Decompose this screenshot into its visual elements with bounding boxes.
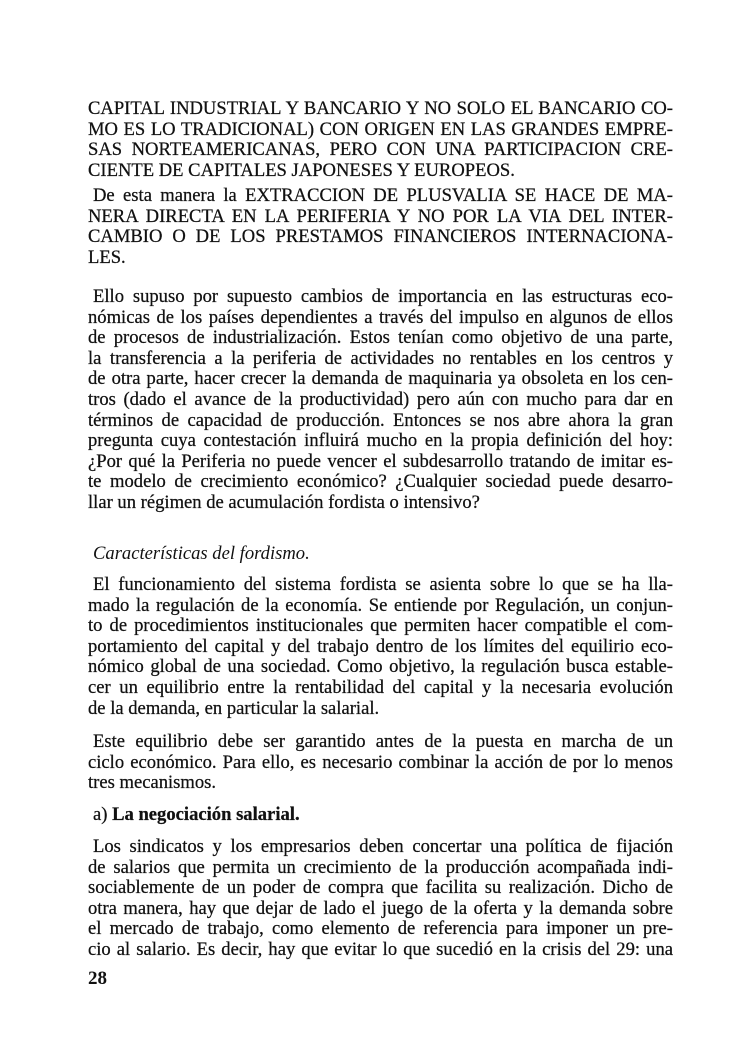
text-line: nómico global de una sociedad. Como objetivo, la regulación busca estable-: [88, 656, 673, 678]
text-line: te modelo de crecimiento económico? ¿Cualquier sociedad puede desarro-: [88, 471, 673, 493]
text-line: de salarios que permita un crecimiento de la producción acompañada indi-: [88, 856, 673, 878]
subheading: [88, 805, 673, 826]
paragraph-6: [88, 837, 673, 961]
text-line: otra manera, hay que dejar de lado el juego de la oferta y la demanda sobre: [88, 897, 673, 919]
text-line: términos de capacidad de producción. Entonces se nos abre ahora la gran: [88, 409, 673, 431]
text-line: llar un régimen de acumulación fordista o intensivo?: [88, 491, 480, 513]
text-line: CAPITAL INDUSTRIAL Y BANCARIO Y NO SOLO EL BANCARIO CO-: [88, 98, 673, 119]
text-line: tres mecanismos.: [88, 772, 217, 794]
subheading-title: La negociación salarial.: [112, 804, 300, 825]
text-line: de otra parte, hacer crecer la demanda de maquinaria ya obsoleta en los cen-: [88, 368, 673, 390]
text-line: to de procedimientos institucionales que permiten hacer compatible el com-: [88, 615, 673, 637]
text-line: nómicas de los países dependientes a través del impulso en algunos de ellos: [88, 306, 673, 328]
text-line: el mercado de trabajo, como elemento de referencia para imponer un pre-: [88, 918, 673, 940]
subheading-marker: a): [93, 804, 108, 825]
paragraph-3: [88, 287, 673, 514]
text-line: Los sindicatos y los empresarios deben concertar una política de fijación: [93, 836, 673, 857]
text-line: tros (dado el avance de la productividad) pero aún con mucho para dar en: [88, 388, 673, 410]
section-heading: [88, 544, 673, 565]
text-line: CAMBIO O DE LOS PRESTAMOS FINANCIEROS INTERNACIONA-: [88, 226, 673, 248]
text-line: De esta manera la EXTRACCION DE PLUSVALIA SE HACE DE MA-: [93, 185, 673, 206]
text-line: LES.: [88, 246, 126, 268]
page-number: 28: [88, 968, 107, 989]
subheading-line: [88, 805, 673, 826]
text-line: NERA DIRECTA EN LA PERIFERIA Y NO POR LA VIA DEL INTER-: [88, 205, 673, 227]
text-line: El funcionamiento del sistema fordista se asienta sobre lo que se ha lla-: [93, 574, 673, 595]
paragraph-4: [88, 575, 673, 719]
paragraph-2: [88, 186, 673, 268]
text-line: ciclo económico. Para ello, es necesario combinar la acción de por lo menos: [88, 751, 673, 773]
text-line: cio al salario. Es decir, hay que evitar lo que sucedió en la crisis del 29: una: [88, 938, 673, 960]
text-line: ¿Por qué la Periferia no puede vencer el subdesarrollo tratando de imitar es-: [88, 450, 673, 472]
text-line: sociablemente de un poder de compra que facilita su realización. Dicho de: [88, 877, 673, 899]
text-line: CIENTE DE CAPITALES JAPONESES Y EUROPEOS.: [88, 159, 515, 181]
text-line: cer un equilibrio entre la rentabilidad del capital y la necesaria evolución: [88, 676, 673, 698]
text-line: mado la regulación de la economía. Se entiende por Regulación, un conjun-: [88, 594, 673, 616]
text-line: MO ES LO TRADICIONAL) CON ORIGEN EN LAS GRANDES EMPRE-: [88, 118, 673, 140]
paragraph-5: [88, 732, 673, 794]
section-heading-text: Características del fordismo.: [93, 543, 310, 564]
text-line: Este equilibrio debe ser garantido antes de la puesta en marcha de un: [93, 731, 673, 752]
text-line: portamiento del capital y del trabajo dentro de los límites del equilirio eco-: [88, 635, 673, 657]
text-line: Ello supuso por supuesto cambios de importancia en las estructuras eco-: [93, 286, 673, 307]
text-line: de procesos de industrialización. Estos tenían como objetivo de una parte,: [88, 327, 673, 349]
text-line: SAS NORTEAMERICANAS, PERO CON UNA PARTICIPACION CRE-: [88, 139, 673, 161]
text-line: la transferencia a la periferia de actividades no rentables en los centros y: [88, 347, 673, 369]
text-line: pregunta cuya contestación influirá mucho en la propia definición del hoy:: [88, 430, 673, 452]
text-line: de la demanda, en particular la salarial.: [88, 697, 380, 719]
paragraph-1: [88, 99, 673, 181]
